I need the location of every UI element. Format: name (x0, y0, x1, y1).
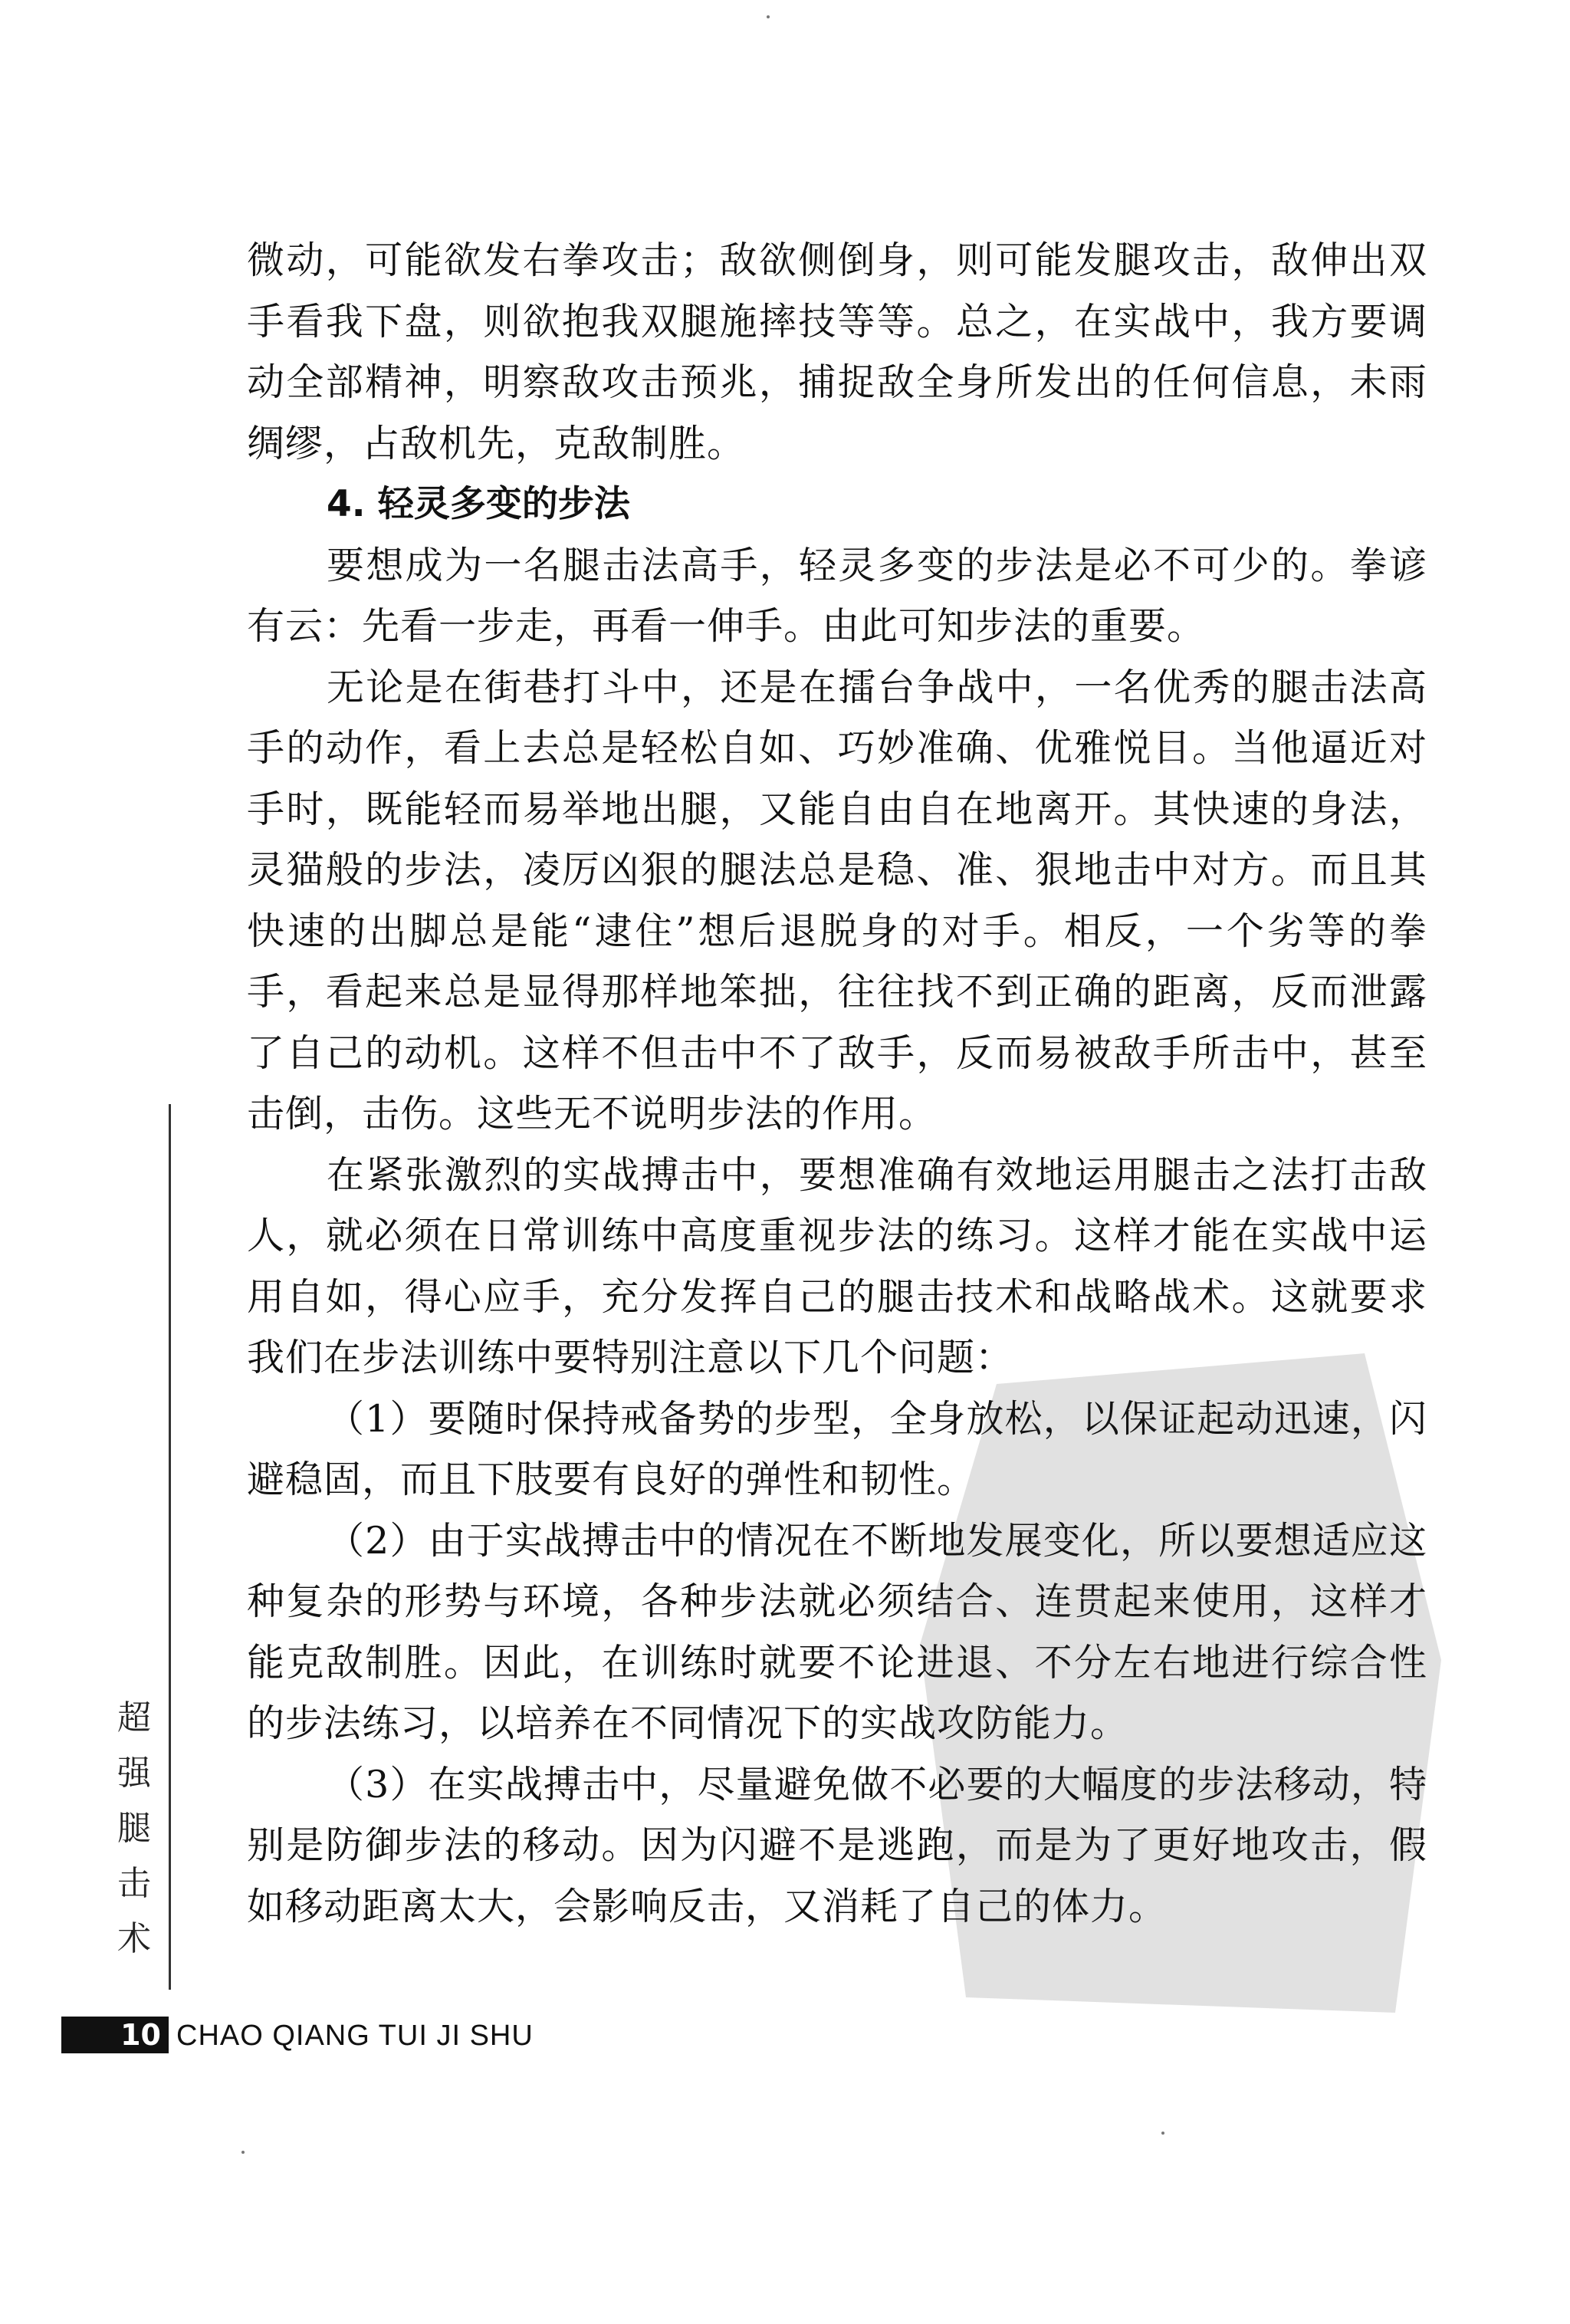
side-book-title (111, 1691, 157, 1967)
side-title-char: 超 (117, 1698, 151, 1737)
book-title-en: CHAO QIANG TUI JI SHU (176, 2020, 534, 2052)
scan-speck (1161, 2132, 1164, 2135)
side-title-char: 强 (117, 1754, 151, 1793)
paragraph-2: 要想成为一名腿击法高手，轻灵多变的步法是必不可少的。拳谚有云：先看一步走，再看一伸手。由此可知步法的重要。 (247, 543, 1427, 648)
paragraph-4: 在紧张激烈的实战搏击中，要想准确有效地运用腿击之法打击敌人，就必须在日常训练中高度重视步法的练习。这样才能在实战中运用自如，得心应手，充分发挥自己的腿击技术和战略战术。这就要求我们在步法训练中要特别注意以下几个问题： (247, 1152, 1427, 1379)
paragraph-1: 微动，可能欲发右拳攻击；敌欲侧倒身，则可能发腿攻击，敌伸出双手看我下盘，则欲抱我双腿施摔技等等。总之，在实战中，我方要调动全部精神，明察敌攻击预兆，捕捉敌全身所发出的任何信息，未雨绸缪，占敌机先，克敌制胜。 (247, 238, 1427, 465)
list-item-2: （2）由于实战搏击中的情况在不断地发展变化，所以要想适应这种复杂的形势与环境，各种步法就必须结合、连贯起来使用，这样才能克敌制胜。因此，在训练时就要不论进退、不分左右地进行综合性的步法练习，以培养在不同情况下的实战攻防能力。 (247, 1518, 1427, 1745)
side-title-char: 腿 (117, 1809, 151, 1848)
paragraph-3: 无论是在街巷打斗中，还是在擂台争战中，一名优秀的腿击法高手的动作，看上去总是轻松自如、巧妙准确、优雅悦目。当他逼近对手时，既能轻而易举地出腿，又能自由自在地离开。其快速的身法，灵猫般的步法，凌厉凶狠的腿法总是稳、准、狠地击中对方。而且其快速的出脚总是能“逮住”想后退脱身的对手。相反，一个劣等的拳手，看起来总是显得那样地笨拙，往往找不到正确的距离，反而泄露了自己的动机。这样不但击中不了敌手，反而易被敌手所击中，甚至击倒，击伤。这些无不说明步法的作用。 (247, 665, 1427, 1136)
list-item-1: （1）要随时保持戒备势的步型，全身放松，以保证起动迅速，闪避稳固，而且下肢要有良好的弹性和韧性。 (247, 1396, 1427, 1501)
page-number: 10 (61, 2017, 169, 2053)
body-text (247, 230, 1427, 1937)
scan-speck (241, 2151, 245, 2154)
list-item-3: （3）在实战搏击中，尽量避免做不必要的大幅度的步法移动，特别是防御步法的移动。因为闪避不是逃跑，而是为了更好地攻击，假如移动距离太大，会影响反击，又消耗了自己的体力。 (247, 1762, 1427, 1928)
side-rule (169, 1104, 171, 1990)
scan-speck (767, 15, 770, 18)
section-heading: 4. 轻灵多变的步法 (327, 483, 630, 525)
side-title-char: 术 (117, 1919, 151, 1958)
side-title-char: 击 (117, 1864, 151, 1903)
